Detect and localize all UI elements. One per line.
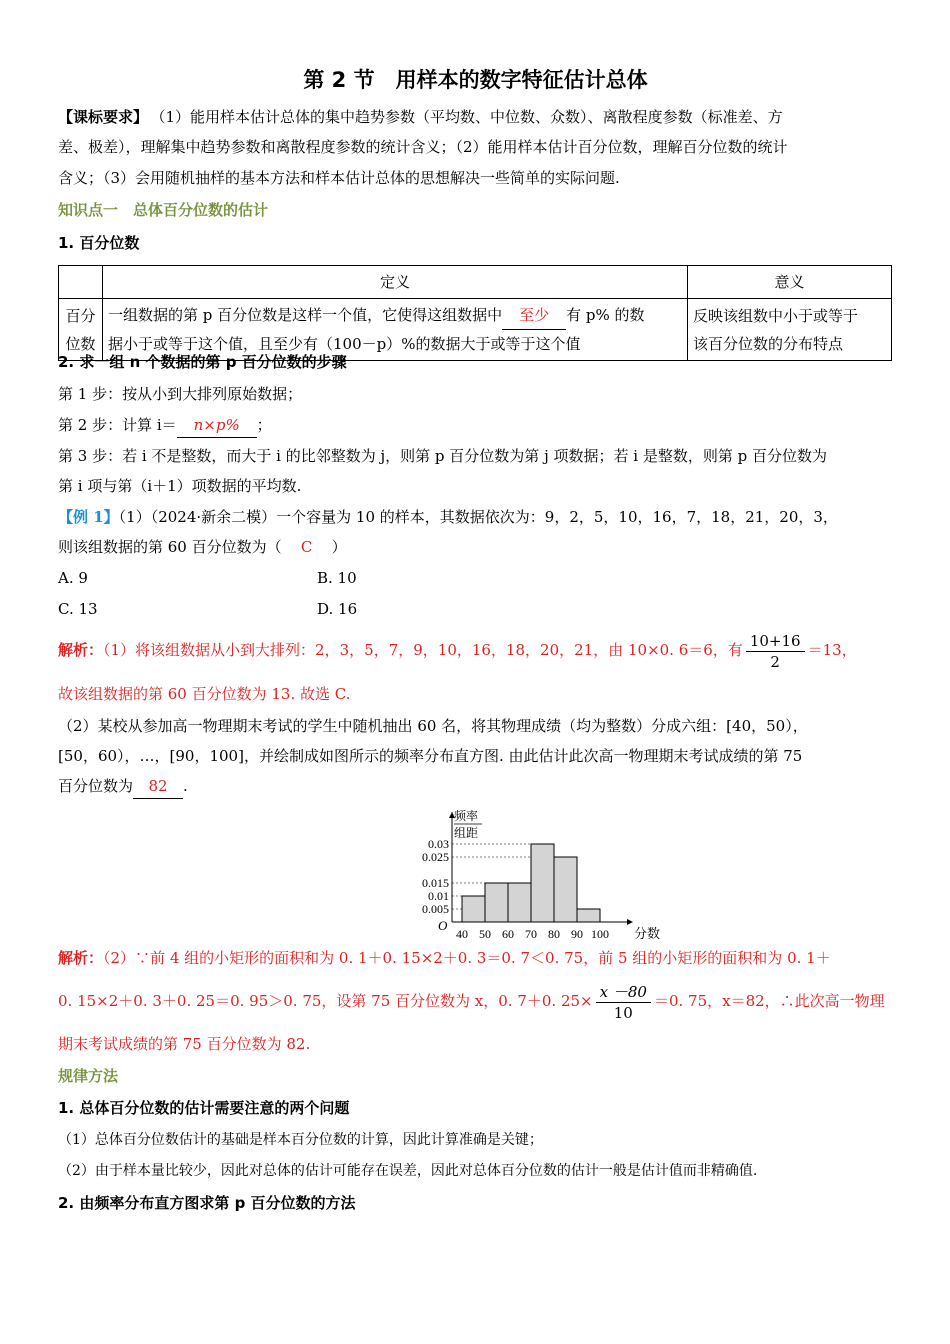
meaning-text-2: 该百分位数的分布特点 [693, 334, 844, 353]
method-subheading-1: 1. 总体百分位数的估计需要注意的两个问题 [58, 1099, 350, 1117]
x-axis-label: 分数 [634, 926, 661, 941]
example-line-1 [58, 505, 838, 529]
option-a: A. 9 [58, 569, 88, 587]
definition-text-1: 一组数据的第 p 百分位数是这样一个值，它使得这组数据中 [108, 306, 503, 324]
question-2-line-1: （2）某校从参加高一物理期末考试的学生中随机抽出 60 名，将其物理成绩（均为整数）分成六组：[40，50）， [58, 717, 808, 735]
step-2 [58, 413, 272, 438]
requirements-label: 【课标要求】 [58, 108, 149, 126]
method-heading: 规律方法 [58, 1067, 119, 1085]
x-tick-label-50: 50 [479, 927, 491, 941]
origin-label: O [438, 918, 448, 933]
percentile-definition-table [58, 265, 892, 361]
requirements-line-1 [58, 105, 783, 129]
solution-1-result: ＝13， [807, 641, 857, 659]
y-tick-label-0.015: 0.015 [422, 876, 449, 890]
fraction-denominator: 2 [770, 652, 780, 671]
option-c: C. 13 [58, 600, 98, 618]
solution-2-label: 解析： [58, 949, 104, 967]
histogram-bar-70-80 [531, 844, 554, 922]
y-axis-label-top: 频率 [454, 809, 479, 823]
meaning-text-1: 反映该组数中小于或等于 [693, 306, 859, 325]
step-2-end: ； [256, 416, 272, 434]
example-question-1: （1）（2024·新余二模）一个容量为 10 的样本，其数据依次为：9，2，5，10，16，7，18，21，20，3， [118, 508, 838, 526]
y-tick-label-0.03: 0.03 [428, 837, 449, 851]
example-label: 【例 1】 [58, 508, 119, 526]
requirements-text-1: （1）能用样本估计总体的集中趋势参数（平均数、中位数、众数）、离散程度参数（标准差、方 [158, 108, 783, 126]
requirements-line-3: 含义；（3）会用随机抽样的基本方法和样本估计总体的思想解决一些简单的实际问题. [58, 169, 620, 187]
frequency-histogram [354, 804, 661, 944]
solution-2-line-3: 期末考试成绩的第 75 百分位数为 82. [58, 1035, 311, 1053]
y-tick-label-0.01: 0.01 [428, 889, 449, 903]
question-2-line-3 [58, 774, 188, 799]
solution-2-line-1 [58, 946, 831, 970]
histogram-bar-80-90 [554, 857, 577, 922]
histogram-bar-50-60 [485, 883, 508, 922]
example-answer-choice: C [300, 538, 313, 556]
step-2-text: 第 2 步：计算 i＝ [58, 416, 177, 434]
x-tick-label-70: 70 [525, 927, 537, 941]
solution-2-text-3: ＝0. 75，x＝82，∴此次高一物理 [653, 992, 885, 1010]
table-header-definition: 定义 [103, 266, 688, 299]
histogram-bar-90-100 [577, 909, 600, 922]
x-tick-label-90: 90 [571, 927, 583, 941]
x-tick-label-60: 60 [502, 927, 514, 941]
question-2-text: 百分位数为 [58, 777, 134, 795]
y-axis-label-bottom: 组距 [454, 826, 479, 840]
section-heading-1: 1. 百分位数 [58, 234, 140, 252]
option-d: D. 16 [317, 600, 358, 618]
question-2-answer: 82 [133, 774, 183, 799]
knowledge-point-heading: 知识点一 总体百分位数的估计 [58, 201, 269, 219]
method-point-2: （2）由于样本量比较少，因此对总体的估计可能存在误差，因此对总体百分位数的估计一般是估计值而非精确值. [58, 1163, 758, 1179]
table-meaning-cell [688, 299, 892, 361]
row-label-line-1: 百分 [65, 306, 96, 325]
question-2-end: . [183, 777, 188, 795]
example-line-2 [58, 535, 347, 559]
fraction-denominator-2: 10 [613, 1003, 633, 1022]
example-question-1-cont: 则该组数据的第 60 百分位数为（ [58, 538, 282, 556]
x-tick-label-100: 100 [591, 927, 609, 941]
row-label-line-2: 位数 [65, 334, 96, 353]
solution-1-line-1 [58, 628, 857, 672]
step-3-line-1: 第 3 步：若 i 不是整数，而大于 i 的比邻整数为 j，则第 p 百分位数为第 j 项数据；若 i 是整数，则第 p 百分位数为 [58, 447, 827, 465]
table-header-meaning: 意义 [688, 266, 892, 299]
definition-text-3: 据小于或等于这个值，且至少有（100－p）%的数据大于或等于这个值 [108, 335, 581, 353]
fraction-numerator-2: x －80 [596, 982, 651, 1003]
example-question-1-end: ） [331, 538, 347, 556]
requirements-line-2: 差、极差），理解集中趋势参数和离散程度参数的统计含义；（2）能用样本估计百分位数，理解百分位数的统计 [58, 138, 788, 156]
solution-1-fraction [746, 631, 805, 672]
solution-2-line-2 [58, 977, 885, 1025]
solution-1-text: （1）将该组数据从小到大排列：2，3，5，7，9，10，16，18，20，21，由 10×0. 6＝6，有 [103, 641, 743, 659]
step-1: 第 1 步：按从小到大排列原始数据； [58, 385, 303, 403]
y-tick-label-0.025: 0.025 [422, 850, 449, 864]
page-title: 第 2 节 用样本的数字特征估计总体 [303, 68, 648, 92]
definition-text-2: 有 p% 的数 [566, 306, 645, 324]
solution-1-label: 解析： [58, 641, 104, 659]
question-2-line-2: [50，60），…，[90，100]，并绘制成如图所示的频率分布直方图. 由此估计此次高一物理期末考试成绩的第 75 [58, 747, 803, 765]
solution-2-text-1: （2）∵前 4 组的小矩形的面积和为 0. 1＋0. 15×2＋0. 3＝0. 7＜0. 75，前 5 组的小矩形的面积和为 0. 1＋ [103, 949, 831, 967]
fraction-numerator: 10+16 [746, 631, 805, 652]
x-tick-label-80: 80 [548, 927, 560, 941]
option-b: B. 10 [317, 569, 357, 587]
histogram-bar-40-50 [462, 896, 485, 922]
step-2-answer: n×p% [177, 413, 257, 438]
section-heading-2: 2. 求一组 n 个数据的第 p 百分位数的步骤 [58, 353, 347, 371]
solution-2-fraction [596, 982, 651, 1023]
method-point-1: （1）总体百分位数估计的基础是样本百分位数的计算，因此计算准确是关键； [58, 1132, 543, 1148]
solution-2-text-2: 0. 15×2＋0. 3＋0. 25＝0. 95＞0. 75，设第 75 百分位数为 x，0. 7＋0. 25× [58, 992, 593, 1010]
y-tick-label-0.005: 0.005 [422, 902, 449, 916]
definition-blank-answer: 至少 [502, 301, 566, 330]
x-axis-arrow [627, 919, 633, 925]
step-3-line-2: 第 i 项与第（i＋1）项数据的平均数. [58, 477, 302, 495]
solution-1-line-2: 故该组数据的第 60 百分位数为 13. 故选 C. [58, 685, 351, 703]
method-subheading-2: 2. 由频率分布直方图求第 p 百分位数的方法 [58, 1194, 356, 1212]
x-tick-label-40: 40 [456, 927, 468, 941]
histogram-bar-60-70 [508, 883, 531, 922]
table-corner-cell [59, 266, 103, 299]
